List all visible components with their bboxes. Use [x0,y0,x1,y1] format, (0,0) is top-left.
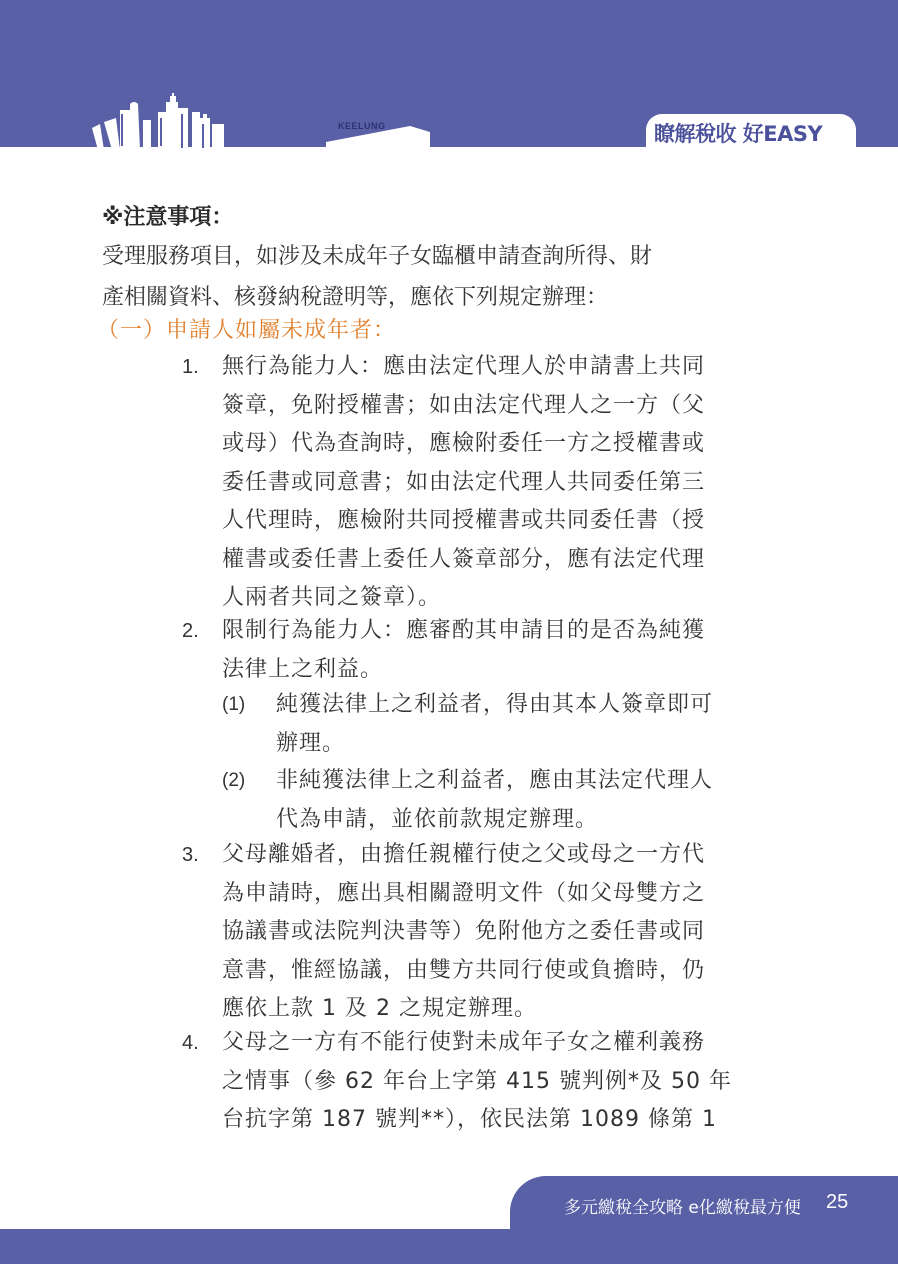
item-line: 應依上款 1 及 2 之規定辦理。 [222,996,537,1021]
item-line: 法律上之利益。 [222,656,384,682]
item-line: 無行為能力人：應由法定代理人於申請書上共同 [222,354,706,379]
item-line: 簽章，免附授權書；如由法定代理人之一方（父 [222,392,706,418]
item-line: 人兩者共同之簽章）。 [222,585,442,610]
footer-caption: 多元繳稅全攻略 e化繳稅最方便 [564,1198,801,1218]
item-number: 4. [182,1032,199,1054]
page-number: 25 [826,1191,849,1213]
item-line: 意書，惟經協議，由雙方共同行使或負擔時，仍 [222,957,706,983]
sub-item-line: 辦理。 [276,730,346,756]
sub-item-body [276,762,802,839]
list-item-1 [182,348,802,618]
keelung-label: KEELUNG [338,121,386,131]
notice-heading: ※注意事項： [102,205,234,230]
intro-line: 受理服務項目，如涉及未成年子女臨櫃申請查詢所得、財 [102,244,653,269]
item-body [222,836,802,1029]
city-skyline-graphic [0,0,460,150]
sub-item-line: 純獲法律上之利益者，得由其本人簽章即可 [276,692,714,717]
list-item-3 [182,836,802,1029]
sub-item-number: (2) [222,770,246,791]
item-line: 之情事（參 62 年台上字第 415 號判例*及 50 年 [222,1068,732,1094]
sub-item-1 [222,686,802,763]
sub-item-body [276,686,802,763]
item-line: 權書或委任書上委任人簽章部分，應有法定代理 [222,546,706,572]
sub-item-number: (1) [222,694,246,715]
badge-text: 瞭解稅收 好EASY [654,122,823,146]
item-line: 為申請時，應出具相關證明文件（如父母雙方之 [222,880,706,906]
footer-band [0,1229,898,1264]
item-line: 台抗字第 187 號判**），依民法第 1089 條第 1 [222,1107,717,1132]
item-line: 委任書或同意書；如由法定代理人共同委任第三 [222,469,706,495]
item-line: 或母）代為查詢時，應檢附委任一方之授權書或 [222,431,706,456]
item-body [222,348,802,618]
item-line: 父母之一方有不能行使對未成年子女之權利義務 [222,1030,706,1055]
list-item-4 [182,1024,802,1140]
item-body [222,1024,802,1140]
sub-item-line: 代為申請，並依前款規定辦理。 [276,806,599,832]
item-line: 父母離婚者，由擔任親權行使之父或母之一方代 [222,842,706,867]
list-item-2 [182,612,802,689]
section-title: （一）申請人如屬未成年者： [97,318,397,343]
sub-item-line: 非純獲法律上之利益者，應由其法定代理人 [276,768,714,793]
item-line: 協議書或法院判決書等）免附他方之委任書或同 [222,919,706,944]
intro-line: 產相關資料、核發納稅證明等，應依下列規定辦理： [102,285,609,310]
item-line: 限制行為能力人：應審酌其申請目的是否為純獲 [222,618,706,643]
item-number: 1. [182,356,199,378]
item-body [222,612,802,689]
intro-paragraph [102,236,802,318]
sub-item-2 [222,762,802,839]
item-number: 2. [182,620,199,642]
item-line: 人代理時，應檢附共同授權書或共同委任書（授 [222,508,706,533]
item-number: 3. [182,844,199,866]
